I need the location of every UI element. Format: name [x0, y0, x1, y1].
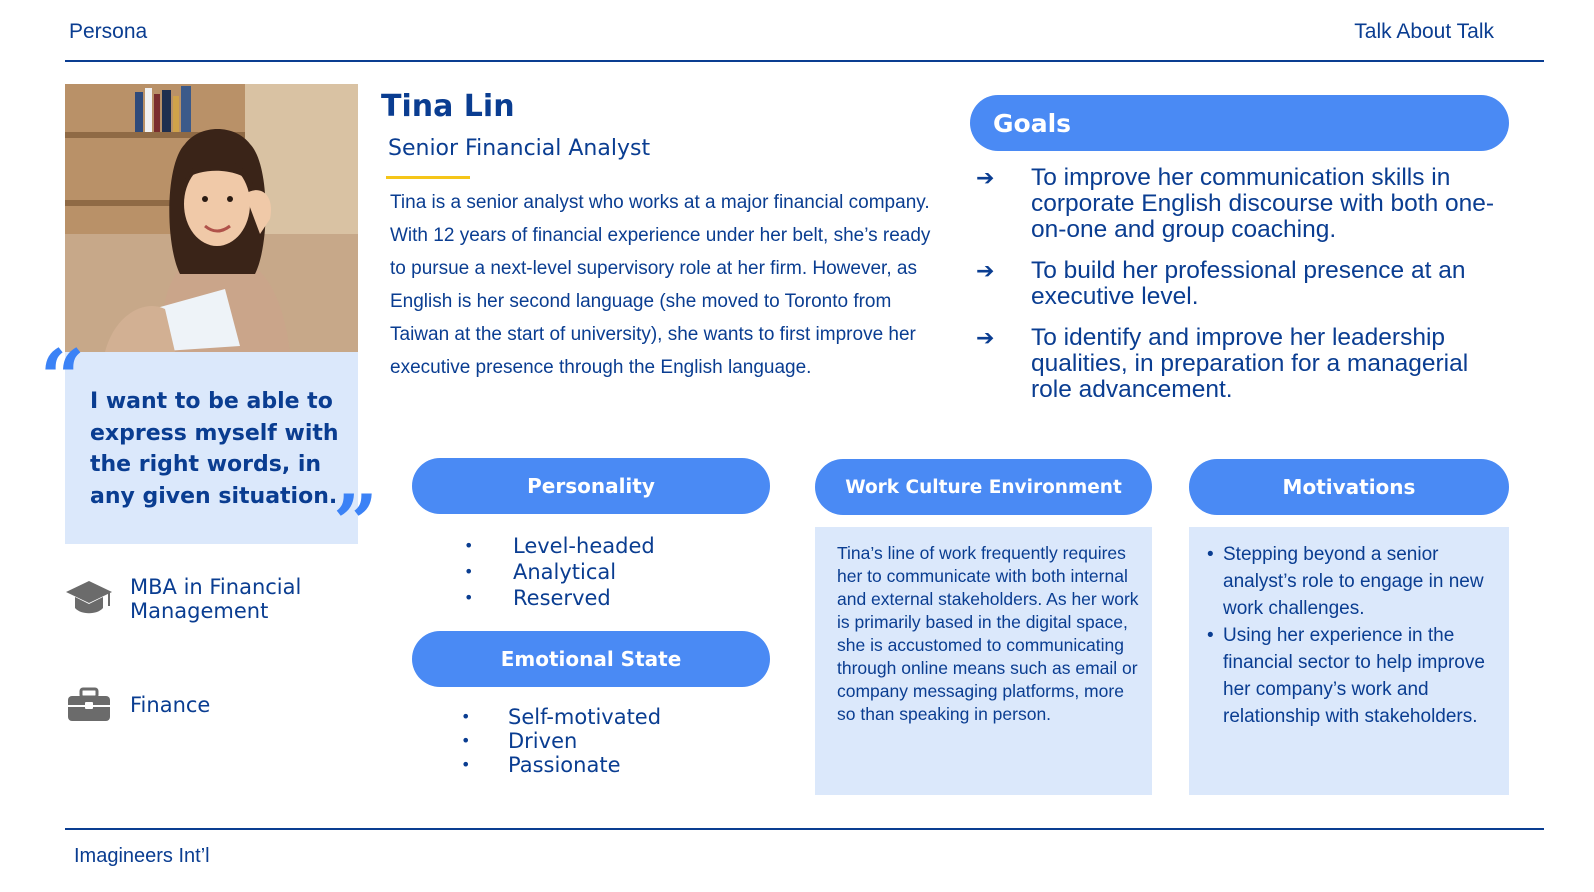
list-item — [464, 533, 655, 559]
work-culture-heading: Work Culture Environment — [815, 459, 1152, 515]
goals-heading: Goals — [970, 95, 1509, 151]
open-quote-icon: “ — [40, 333, 85, 424]
list-item: • Stepping beyond a senior analyst’s role to engage in new work challenges. — [1207, 541, 1499, 622]
list-item — [461, 729, 661, 753]
emotional-state-item: Driven — [508, 729, 578, 753]
persona-name: Tina Lin — [381, 89, 515, 124]
motivations-heading: Motivations — [1189, 459, 1509, 515]
personality-trait: Level-headed — [513, 534, 655, 558]
bullet-icon: • — [464, 562, 474, 581]
briefcase-icon — [67, 687, 111, 723]
bullet-icon: • — [461, 731, 471, 750]
personality-list — [464, 533, 655, 611]
motivations-list — [1207, 541, 1499, 730]
profile-photo — [65, 84, 358, 352]
emotional-state-item: Passionate — [508, 753, 621, 777]
industry-label: Finance — [130, 693, 211, 717]
goal-item: To improve her communication skills in corporate English discourse with both one-on-one and group coaching. — [1031, 164, 1495, 243]
list-item — [464, 559, 655, 585]
list-item: • Using her experience in the financial sector to help improve her company’s work and relationship with stakeholders. — [1207, 622, 1499, 730]
bullet-icon: • — [464, 588, 474, 607]
close-quote-icon: ” — [333, 478, 378, 569]
bullet-icon: • — [461, 707, 471, 726]
personality-trait: Reserved — [513, 586, 611, 610]
goal-item: To identify and improve her leadership qualities, in preparation for a managerial role advancement. — [1031, 324, 1469, 403]
graduation-cap-icon — [65, 578, 113, 620]
education-label: MBA in Financial Management — [130, 575, 302, 623]
personality-heading: Personality — [412, 458, 770, 514]
arrow-right-icon: ➔ — [976, 166, 995, 191]
arrow-right-icon: ➔ — [976, 326, 995, 351]
header-divider — [65, 60, 1544, 62]
footer-divider — [65, 828, 1544, 830]
personality-trait: Analytical — [513, 560, 617, 584]
bullet-icon: • — [464, 536, 474, 555]
goal-item: To build her professional presence at an executive level. — [1031, 257, 1466, 310]
arrow-right-icon: ➔ — [976, 259, 995, 284]
persona-role: Senior Financial Analyst — [388, 136, 651, 161]
header-left-label: Persona — [69, 20, 148, 43]
title-underline — [386, 176, 470, 179]
emotional-state-heading: Emotional State — [412, 631, 770, 687]
list-item — [461, 753, 661, 777]
list-item — [461, 705, 661, 729]
footer-label: Imagineers Int’l — [74, 845, 210, 867]
emotional-state-item: Self-motivated — [508, 705, 662, 729]
emotional-state-list — [461, 705, 661, 777]
work-culture-text: Tina’s line of work frequently requires her to communicate with both internal and external stakeholders. As her work is primarily based in the digital space, she is accustomed to communicating through online means such as email or company messaging platforms, more so than speaking in person. — [837, 543, 1139, 724]
bullet-icon: • — [461, 755, 471, 774]
header-right-label: Talk About Talk — [1354, 20, 1494, 43]
persona-bio: Tina is a senior analyst who works at a major financial company. With 12 years of financial experience under her belt, she’s ready to pursue a next-level supervisory role at her firm. However, as English is her second language (she moved to Toronto from Taiwan at the start of university), she wants to first improve her executive presence through the English language. — [390, 192, 931, 378]
list-item — [464, 585, 655, 611]
persona-quote: I want to be able to express myself with the right words, in any given situation. — [90, 389, 339, 509]
